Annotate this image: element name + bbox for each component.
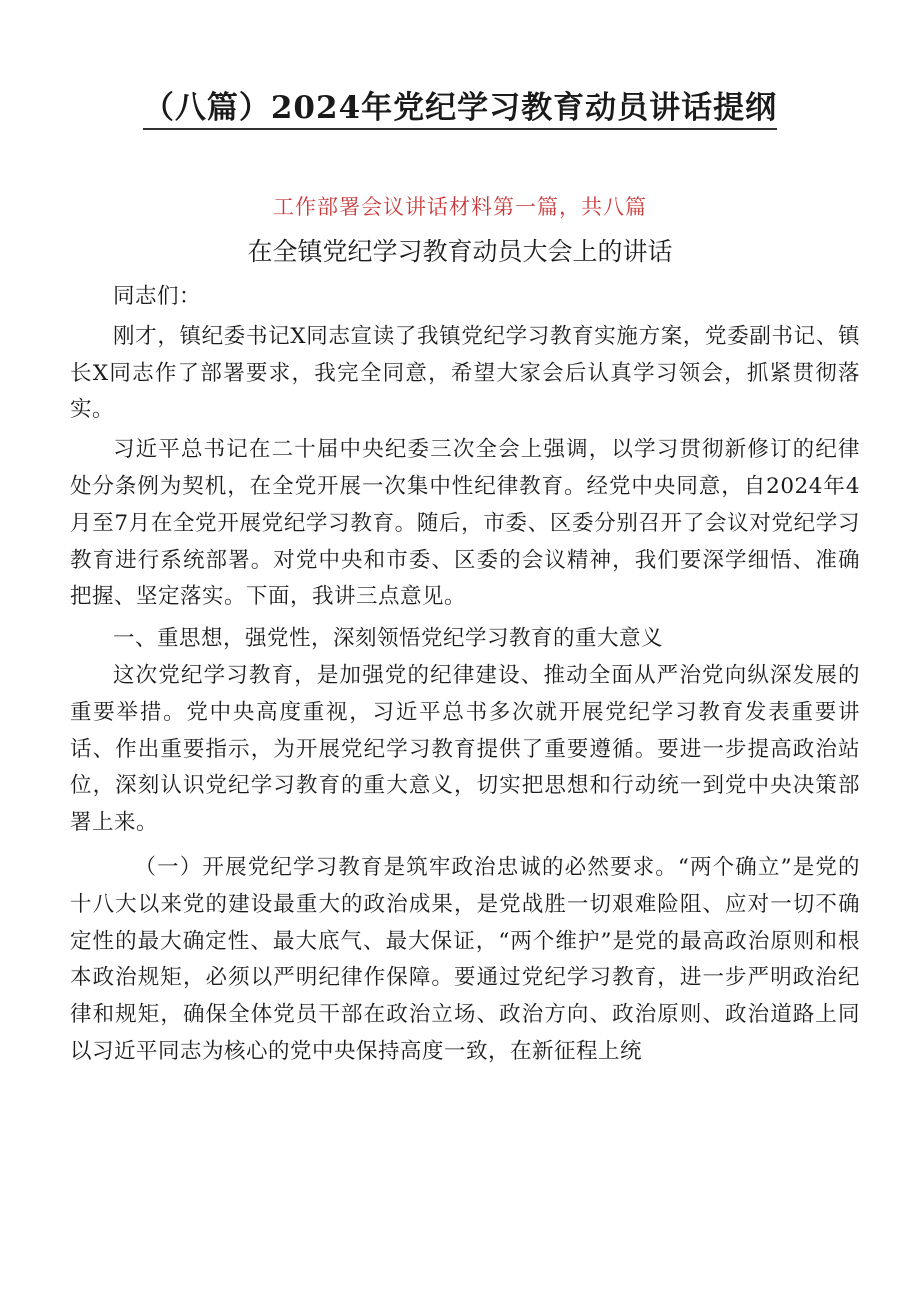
body-paragraph: 刚才，镇纪委书记X同志宣读了我镇党纪学习教育实施方案，党委副书记、镇长X同志作了部署要求，我完全同意，希望大家会后认真学习领会，抓紧贯彻落实。 bbox=[70, 323, 860, 423]
section-heading: 一、重思想，强党性，深刻领悟党纪学习教育的重大意义 bbox=[113, 626, 664, 652]
document-body bbox=[70, 279, 860, 1071]
document-subtitle: 工作部署会议讲话材料第一篇，共八篇 bbox=[273, 195, 647, 219]
body-paragraph: 习近平总书记在二十届中央纪委三次全会上强调，以学习贯彻新修订的纪律处分条例为契机，在全党开展一次集中性纪律教育。经党中央同意，自2024年4月至7月在全党开展党纪学习教育。随后，市委、区委分别召开了会议对党纪学习教育进行系统部署。对党中央和市委、区委的会议精神，我们要深学细悟、准确把握、坚定落实。下面，我讲三点意见。 bbox=[70, 437, 860, 610]
document-title bbox=[0, 86, 920, 130]
speech-title: 在全镇党纪学习教育动员大会上的讲话 bbox=[247, 237, 673, 266]
document-title-text: （八篇）2024年党纪学习教育动员讲话提纲 bbox=[143, 88, 777, 130]
greeting-paragraph: 同志们： bbox=[113, 284, 202, 309]
body-paragraph: 这次党纪学习教育，是加强党的纪律建设、推动全面从严治党向纵深发展的重要举措。党中央高度重视，习近平总书多次就开展党纪学习教育发表重要讲话、作出重要指示，为开展党纪学习教育提供了重要遵循。要进一步提高政治站位，深刻认识党纪学习教育的重大意义，切实把思想和行动统一到党中央决策部署上来。 bbox=[70, 662, 860, 836]
subsection-paragraph: （一）开展党纪学习教育是筑牢政治忠诚的必然要求。“两个确立”是党的十八大以来党的建设最重大的政治成果，是党战胜一切艰难险阻、应对一切不确定性的最大确定性、最大底气、最大保证，“两个维护”是党的最高政治原则和根本政治规矩，必须以严明纪律作保障。要通过党纪学习教育，进一步严明政治纪律和规矩，确保全体党员干部在政治立场、政治方向、政治原则、政治道路上同以习近平同志为核心的党中央保持高度一致，在新征程上统 bbox=[70, 854, 860, 1064]
